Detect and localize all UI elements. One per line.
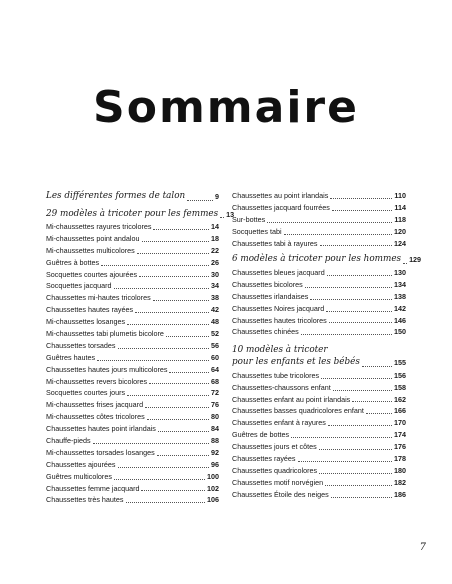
dot-leader xyxy=(118,467,209,468)
dot-leader xyxy=(97,360,209,361)
dot-leader xyxy=(298,461,392,462)
entry-page-number: 180 xyxy=(394,465,406,475)
toc-section-heading xyxy=(232,344,406,370)
entry-page-number: 114 xyxy=(394,202,406,212)
entry-title: Chaussettes Étoile des neiges xyxy=(232,489,329,499)
dot-leader xyxy=(328,425,392,426)
dot-leader xyxy=(325,485,392,486)
entry-title: Mi-chaussettes côtes tricolores xyxy=(46,412,145,422)
toc-entry[interactable] xyxy=(232,382,406,394)
toc-entry[interactable] xyxy=(232,370,406,382)
entry-title: Chaussettes motif norvégien xyxy=(232,477,324,487)
entry-page-number: 170 xyxy=(394,418,406,428)
entry-page-number: 84 xyxy=(211,424,219,434)
entry-page-number: 129 xyxy=(409,255,422,265)
dot-leader xyxy=(291,437,392,438)
toc-entry[interactable] xyxy=(46,387,219,399)
entry-page-number: 48 xyxy=(211,317,219,327)
entry-page-number: 34 xyxy=(211,281,219,291)
entry-title: Chaussettes hautes rayées xyxy=(46,305,134,315)
dot-leader xyxy=(158,431,209,432)
entry-title: Chaussettes tabi à rayures xyxy=(232,238,318,248)
entry-title: Chaussettes torsades xyxy=(46,340,116,350)
entry-title: Chaussettes très hautes xyxy=(46,495,124,505)
dot-leader xyxy=(187,200,213,201)
dot-leader xyxy=(333,390,392,391)
dot-leader xyxy=(320,245,393,246)
entry-page-number: 42 xyxy=(211,305,219,315)
dot-leader xyxy=(153,300,209,301)
entry-page-number: 52 xyxy=(211,329,219,338)
page-number: 7 xyxy=(419,542,426,553)
toc-entry[interactable] xyxy=(232,202,406,214)
dot-leader xyxy=(142,241,210,242)
entry-title: Guêtres à bottes xyxy=(46,257,100,267)
entry-page-number: 186 xyxy=(394,489,406,499)
entry-title: Chaussettes ajourées xyxy=(46,459,116,469)
dot-leader xyxy=(166,336,209,337)
entry-title: Chaussettes chinées xyxy=(232,327,299,337)
toc-entry[interactable] xyxy=(232,477,406,489)
toc-entry[interactable] xyxy=(232,226,406,238)
toc-entry[interactable] xyxy=(46,221,219,233)
toc-entry[interactable] xyxy=(232,394,406,406)
toc-entry[interactable] xyxy=(46,483,219,495)
entry-page-number: 76 xyxy=(211,400,219,410)
entry-page-number: 96 xyxy=(211,459,219,469)
toc-entry[interactable] xyxy=(46,376,219,388)
toc-section-row xyxy=(232,356,406,370)
toc-entry[interactable] xyxy=(232,326,406,338)
entry-page-number: 106 xyxy=(207,495,219,505)
entry-page-number: 100 xyxy=(207,471,219,481)
toc-section-heading[interactable] xyxy=(46,190,219,204)
dot-leader xyxy=(352,401,392,402)
dot-leader xyxy=(139,276,209,277)
toc-left-column xyxy=(46,190,235,506)
entry-title: Sur-bottes xyxy=(232,214,266,224)
entry-title: Chauffe-pieds xyxy=(46,436,91,446)
dot-leader xyxy=(329,322,392,323)
toc-section-heading[interactable] xyxy=(232,253,422,267)
entry-page-number: 162 xyxy=(394,394,406,404)
entry-page-number: 92 xyxy=(211,447,219,457)
entry-title: Chaussettes quadricolores xyxy=(232,465,318,475)
dot-leader xyxy=(220,217,224,218)
entry-title: Socquettes jacquard xyxy=(46,281,112,291)
entry-page-number: 138 xyxy=(394,291,406,301)
dot-leader xyxy=(114,479,205,480)
toc-entry[interactable] xyxy=(232,303,406,315)
toc-entry[interactable] xyxy=(46,447,219,459)
entry-title: Socquettes tabi xyxy=(232,226,282,236)
toc-entry[interactable] xyxy=(232,315,406,327)
toc-entry[interactable] xyxy=(46,328,219,340)
entry-title: Chaussettes au point irlandais xyxy=(232,190,329,200)
toc-entry[interactable] xyxy=(46,423,219,435)
entry-title: Chaussettes enfant à rayures xyxy=(232,418,326,428)
entry-page-number: 9 xyxy=(215,192,219,201)
entry-page-number: 134 xyxy=(394,279,406,289)
dot-leader xyxy=(141,490,205,491)
dot-leader xyxy=(326,311,392,312)
toc-entry[interactable] xyxy=(46,233,219,245)
dot-leader xyxy=(118,348,209,349)
dot-leader xyxy=(330,198,392,199)
toc-right-column xyxy=(232,190,422,501)
dot-leader xyxy=(127,324,209,325)
toc-entry[interactable] xyxy=(46,459,219,471)
toc-entry[interactable] xyxy=(232,429,406,441)
toc-entry[interactable] xyxy=(232,238,406,250)
dot-leader xyxy=(145,407,209,408)
dot-leader xyxy=(101,265,209,266)
entry-title: Mi-chaussettes rayures tricolores xyxy=(46,221,152,231)
entry-title: Guêtres hautes xyxy=(46,352,96,362)
toc-entry[interactable] xyxy=(46,471,219,483)
entry-page-number: 146 xyxy=(394,315,406,325)
entry-title: Mi-chaussettes losanges xyxy=(46,317,126,327)
entry-title: Chaussettes femme jacquard xyxy=(46,483,140,493)
dot-leader xyxy=(135,312,209,313)
entry-page-number: 178 xyxy=(394,454,406,464)
dot-leader xyxy=(147,419,209,420)
toc-entry[interactable] xyxy=(46,316,219,328)
dot-leader xyxy=(319,449,392,450)
entry-page-number: 18 xyxy=(211,233,219,243)
toc-entry[interactable] xyxy=(232,453,406,465)
dot-leader xyxy=(321,378,392,379)
entry-title: Chaussettes hautes point irlandais xyxy=(46,424,156,434)
toc-entry[interactable] xyxy=(46,280,219,292)
toc-entry[interactable] xyxy=(232,190,406,202)
entry-title: Mi-chaussettes tabi plumetis bicolore xyxy=(46,329,164,338)
entry-title: Chaussettes Noires jacquard xyxy=(232,303,325,313)
dot-leader xyxy=(126,502,205,503)
dot-leader xyxy=(127,395,209,396)
entry-page-number: 156 xyxy=(394,370,406,380)
toc-entry[interactable] xyxy=(46,304,219,316)
entry-title: Chaussettes rayées xyxy=(232,454,296,464)
entry-title: Socquettes courtes jours xyxy=(46,388,126,398)
dot-leader xyxy=(267,222,392,223)
dot-leader xyxy=(403,263,407,264)
entry-page-number: 174 xyxy=(394,430,406,440)
dot-leader xyxy=(331,497,392,498)
toc-entry[interactable] xyxy=(232,441,406,453)
toc-entry[interactable] xyxy=(232,417,406,429)
entry-page-number: 56 xyxy=(211,340,219,350)
section-title: Les différentes formes de talon xyxy=(46,191,186,201)
entry-title: Chaussettes enfant au point irlandais xyxy=(232,394,351,404)
entry-page-number: 68 xyxy=(211,376,219,386)
entry-title: Chaussettes jacquard fourrées xyxy=(232,202,330,212)
section-title: pour les enfants et les bébés xyxy=(232,357,360,368)
entry-title: Mi-chaussettes multicolores xyxy=(46,245,135,255)
entry-page-number: 30 xyxy=(211,269,219,279)
dot-leader xyxy=(284,234,392,235)
entry-title: Mi-chaussettes revers bicolores xyxy=(46,376,148,386)
entry-page-number: 13 xyxy=(226,209,235,219)
dot-leader xyxy=(332,210,393,211)
dot-leader xyxy=(362,366,392,367)
entry-page-number: 72 xyxy=(211,388,219,398)
dot-leader xyxy=(305,287,392,288)
entry-title: Chaussettes mi-hautes tricolores xyxy=(46,293,151,303)
entry-title: Chaussettes bleues jacquard xyxy=(232,267,325,277)
entry-page-number: 38 xyxy=(211,293,219,303)
toc-entry[interactable] xyxy=(46,399,219,411)
dot-leader xyxy=(137,253,209,254)
entry-page-number: 110 xyxy=(394,190,406,200)
entry-page-number: 130 xyxy=(394,267,406,277)
dot-leader xyxy=(93,443,209,444)
toc-entry[interactable] xyxy=(232,405,406,417)
entry-page-number: 124 xyxy=(394,238,406,248)
toc-entry[interactable] xyxy=(46,340,219,352)
entry-page-number: 26 xyxy=(211,257,219,267)
toc-section-heading[interactable] xyxy=(46,208,235,222)
entry-title: Mi-chaussettes frises jacquard xyxy=(46,400,144,410)
dot-leader xyxy=(319,473,392,474)
entry-title: Chaussettes jours et côtes xyxy=(232,442,317,452)
dot-leader xyxy=(327,275,392,276)
entry-title: Mi-chaussettes point andalou xyxy=(46,233,140,243)
dot-leader xyxy=(157,455,209,456)
dot-leader xyxy=(153,229,209,230)
entry-title: Mi-chaussettes torsades losanges xyxy=(46,447,155,457)
entry-page-number: 158 xyxy=(394,382,406,392)
entry-title: Chaussettes basses quadricolores enfant xyxy=(232,406,364,416)
entry-title: Chaussettes hautes tricolores xyxy=(232,315,327,325)
entry-title: Chaussettes bicolores xyxy=(232,279,303,289)
entry-page-number: 102 xyxy=(207,483,219,493)
entry-title: Guêtres de bottes xyxy=(232,430,290,440)
entry-page-number: 176 xyxy=(394,442,406,452)
toc-entry[interactable] xyxy=(46,494,219,506)
entry-title: Chaussettes-chaussons enfant xyxy=(232,382,331,392)
toc-entry[interactable] xyxy=(46,364,219,376)
dot-leader xyxy=(149,383,209,384)
entry-title: Chaussettes hautes jours multicolores xyxy=(46,364,168,374)
toc-entry[interactable] xyxy=(232,291,406,303)
section-title-line: 10 modèles à tricoter xyxy=(232,345,328,356)
toc-entry[interactable] xyxy=(46,269,219,281)
dot-leader xyxy=(310,299,392,300)
dot-leader xyxy=(169,372,209,373)
entry-page-number: 64 xyxy=(211,364,219,374)
page-title: Sommaire xyxy=(93,82,359,133)
section-page-number: 155 xyxy=(394,358,406,368)
toc-entry[interactable] xyxy=(46,245,219,257)
entry-page-number: 60 xyxy=(211,352,219,362)
entry-page-number: 182 xyxy=(394,477,406,487)
toc-entry[interactable] xyxy=(232,267,406,279)
toc-entry[interactable] xyxy=(232,489,406,501)
entry-title: Socquettes courtes ajourées xyxy=(46,269,138,279)
entry-page-number: 150 xyxy=(394,327,406,337)
entry-page-number: 22 xyxy=(211,245,219,255)
entry-page-number: 80 xyxy=(211,412,219,422)
entry-page-number: 14 xyxy=(211,221,219,231)
entry-title: Chaussettes irlandaises xyxy=(232,291,309,301)
section-title: 6 modèles à tricoter pour les hommes xyxy=(232,254,402,265)
toc-entry[interactable] xyxy=(46,352,219,364)
entry-page-number: 118 xyxy=(394,214,406,224)
entry-title: Guêtres multicolores xyxy=(46,471,112,481)
dot-leader xyxy=(114,288,209,289)
toc-entry[interactable] xyxy=(46,411,219,423)
entry-title: Chaussettes tube tricolores xyxy=(232,370,320,380)
toc-entry[interactable] xyxy=(232,214,406,226)
dot-leader xyxy=(366,413,392,414)
section-title: 29 modèles à tricoter pour les femmes xyxy=(46,208,219,219)
toc-entry[interactable] xyxy=(232,279,406,291)
toc-entry[interactable] xyxy=(46,292,219,304)
toc-entry[interactable] xyxy=(46,257,219,269)
dot-leader xyxy=(301,334,392,335)
toc-entry[interactable] xyxy=(46,435,219,447)
entry-page-number: 120 xyxy=(394,226,406,236)
entry-page-number: 166 xyxy=(394,406,406,416)
entry-page-number: 142 xyxy=(394,303,406,313)
toc-entry[interactable] xyxy=(232,465,406,477)
entry-page-number: 88 xyxy=(211,436,219,446)
